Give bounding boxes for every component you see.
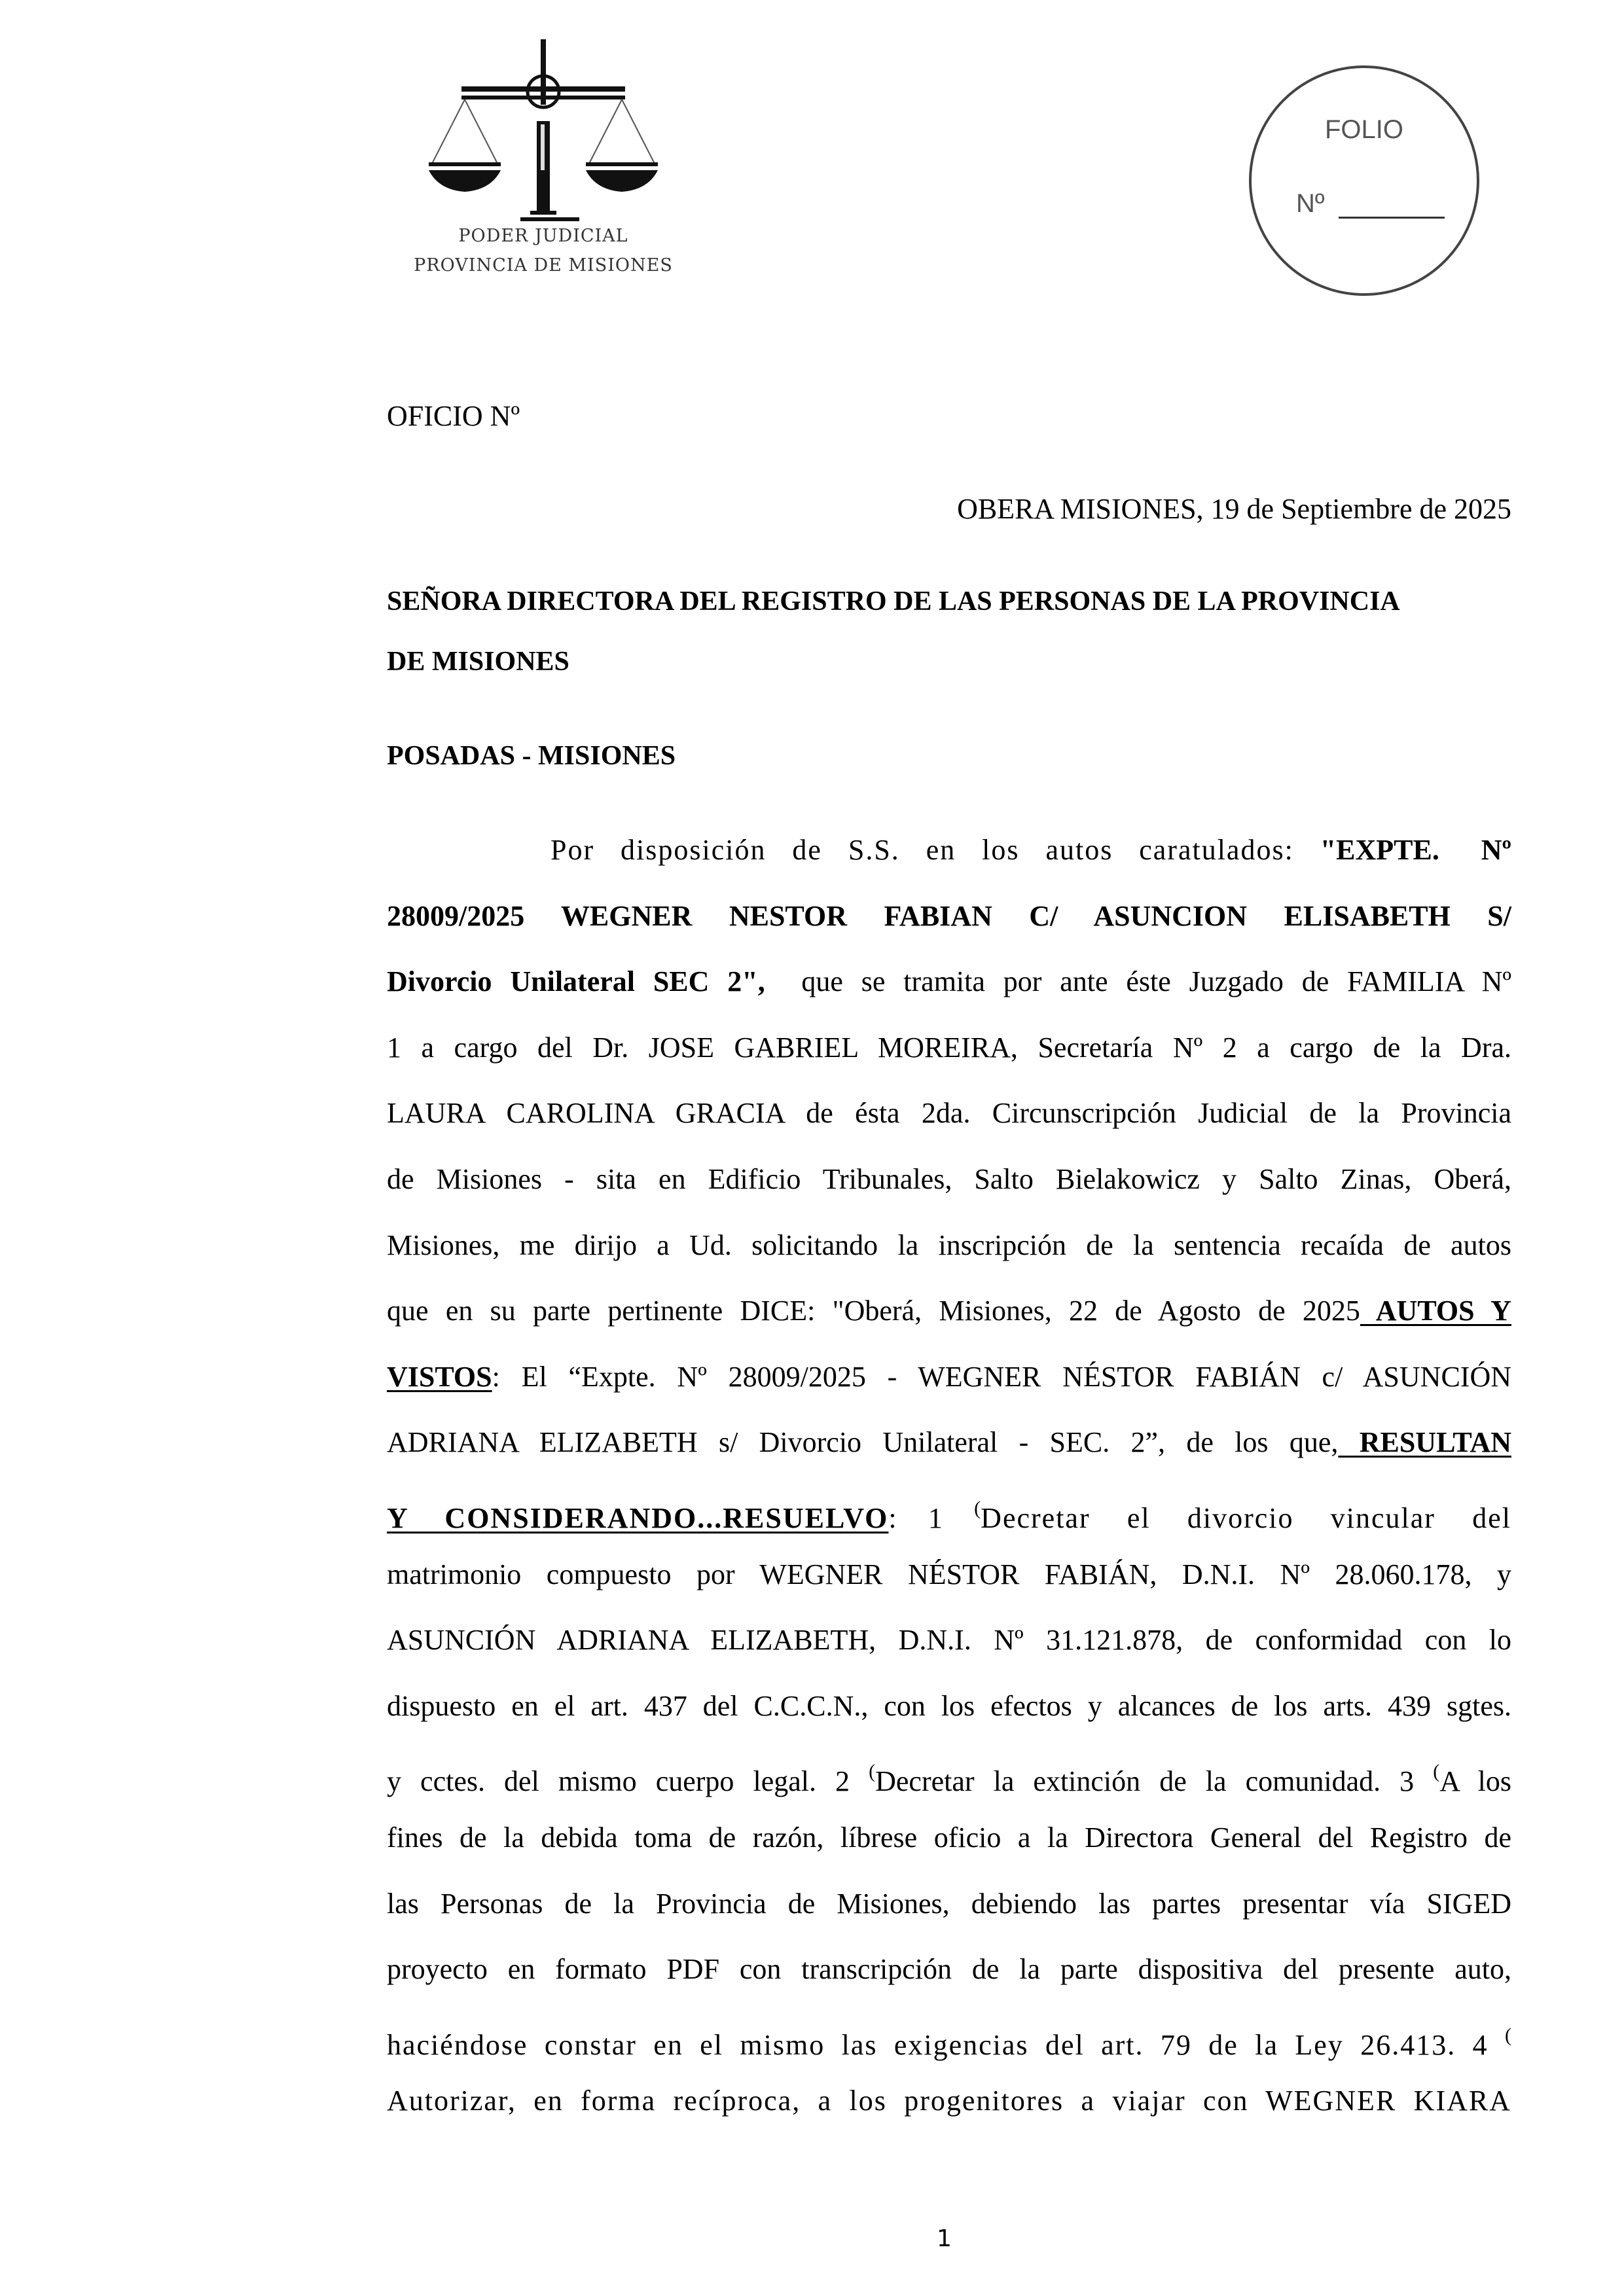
body-text-segment: ADRIANA ELIZABETH s/ Divorcio Unilateral - SEC. 2”, de los que,: [387, 1426, 1339, 1459]
body-text-segment: RESULTAN: [1338, 1426, 1512, 1459]
body-line: [387, 1955, 1511, 2021]
logo-caption-line2: PROVINCIA DE MISIONES: [414, 255, 673, 276]
body-text-segment: proyecto en formato PDF con transcripción de la parte dispositiva del presente auto,: [387, 1953, 1511, 1986]
body-text-segment: (: [1433, 1761, 1440, 1783]
folio-number-blank: [1339, 217, 1445, 219]
body-line: [387, 1231, 1511, 1297]
body-line: [387, 899, 1511, 968]
body-line: [387, 1823, 1511, 1890]
folio-title: FOLIO: [1324, 115, 1404, 144]
scales-of-justice-icon: [412, 39, 674, 223]
body-text-segment: : 1: [888, 1501, 975, 1534]
body-text-segment: (: [869, 1761, 876, 1783]
body-text-segment: "EXPTE. Nº: [1320, 834, 1511, 866]
oficio-label: OFICIO Nº: [387, 400, 520, 432]
body-line: [387, 2021, 1511, 2087]
body-text-segment: Divorcio Unilateral SEC 2",: [387, 965, 765, 998]
body-text-segment: AUTOS Y: [1360, 1295, 1511, 1327]
body-line: [387, 1689, 1511, 1758]
addressee-line-1: SEÑORA DIRECTORA DEL REGISTRO DE LAS PERSONAS DE LA PROVINCIA: [387, 586, 1400, 617]
folio-stamp: [1249, 65, 1479, 296]
body-line: [387, 1360, 1511, 1429]
body-text-segment: 28009/2025 WEGNER NESTOR FABIAN C/ ASUNCION ELISABETH S/: [387, 899, 1511, 932]
body-text-segment: haciéndose constar en el mismo las exigencias del art. 79 de la Ley 26.413. 4: [387, 2028, 1505, 2061]
body-text-segment: A los: [1439, 1765, 1511, 1798]
body-line: [387, 1428, 1511, 1494]
body-text-segment: : El “Expte. Nº 28009/2025 - WEGNER NÉSTOR FABIÁN c/ ASUNCIÓN: [492, 1360, 1511, 1393]
body-text-segment: y cctes. del mismo cuerpo legal. 2: [387, 1765, 869, 1798]
body-text-segment: (: [1505, 2024, 1511, 2046]
body-text-segment: Decretar el divorcio vincular del: [981, 1501, 1511, 1534]
body-text-segment: Por disposición de S.S. en los autos caratulados:: [550, 834, 1320, 866]
body-line: [387, 1099, 1511, 1165]
body-text-segment: Autorizar, en forma recíproca, a los progenitores a viajar con WEGNER KIARA: [387, 2085, 1511, 2117]
body-text-segment: (: [974, 1497, 981, 1519]
body-text-segment: que en su parte pertinente DICE: "Oberá, Misiones, 22 de Agosto de 2025: [387, 1295, 1360, 1327]
body-text: [387, 836, 1511, 2153]
body-line: [387, 1297, 1511, 1363]
body-line: [387, 1757, 1511, 1823]
body-line: [387, 967, 1511, 1033]
body-text-segment: LAURA CAROLINA GRACIA de ésta 2da. Circunscripción Judicial de la Provincia: [387, 1097, 1511, 1130]
folio-number-label: Nº: [1296, 189, 1325, 218]
body-text-segment: dispuesto en el art. 437 del C.C.C.N., con los efectos y alcances de los arts. 439 sgtes.: [387, 1689, 1511, 1722]
body-line: [387, 1033, 1511, 1100]
body-text-segment: ASUNCIÓN ADRIANA ELIZABETH, D.N.I. Nº 31.121.878, de conformidad con lo: [387, 1624, 1511, 1657]
body-text-segment: 1 a cargo del Dr. JOSE GABRIEL MOREIRA, Secretaría Nº 2 a cargo de la Dra.: [387, 1031, 1511, 1064]
place-date: OBERA MISIONES, 19 de Septiembre de 2025: [957, 493, 1511, 525]
addressee-city: POSADAS - MISIONES: [387, 741, 676, 771]
body-text-segment: fines de la debida toma de razón, líbrese oficio a la Directora General del Registro de: [387, 1821, 1511, 1854]
body-text-segment: que se tramita por ante éste Juzgado de FAMILIA Nº: [765, 965, 1511, 998]
body-line: [387, 1887, 1511, 1956]
page-number: 1: [937, 2225, 952, 2252]
body-line: [387, 836, 1511, 902]
body-text-segment: Misiones, me dirijo a Ud. solicitando la inscripción de la sentencia recaída de autos: [387, 1229, 1511, 1261]
body-text-segment: VISTOS: [387, 1360, 492, 1393]
body-text-segment: matrimonio compuesto por WEGNER NÉSTOR FABIÁN, D.N.I. Nº 28.060.178, y: [387, 1558, 1511, 1590]
body-text-segment: Decretar la extinción de la comunidad. 3: [875, 1765, 1434, 1798]
logo-caption-line1: PODER JUDICIAL: [458, 226, 628, 246]
body-line: [387, 1162, 1511, 1231]
body-text-segment: Y CONSIDERANDO...RESUELVO: [387, 1501, 889, 1534]
body-text-segment: de Misiones - sita en Edificio Tribunales, Salto Bielakowicz y Salto Zinas, Oberá,: [387, 1162, 1511, 1195]
body-line: [387, 1494, 1511, 1560]
poder-judicial-logo: [412, 39, 674, 288]
body-text-segment: las Personas de la Provincia de Misiones, debiendo las partes presentar vía SIGED: [387, 1887, 1511, 1920]
body-line: [387, 1560, 1511, 1626]
body-line: [387, 1626, 1511, 1692]
body-line: [387, 2087, 1511, 2153]
addressee-line-2: DE MISIONES: [387, 647, 569, 677]
